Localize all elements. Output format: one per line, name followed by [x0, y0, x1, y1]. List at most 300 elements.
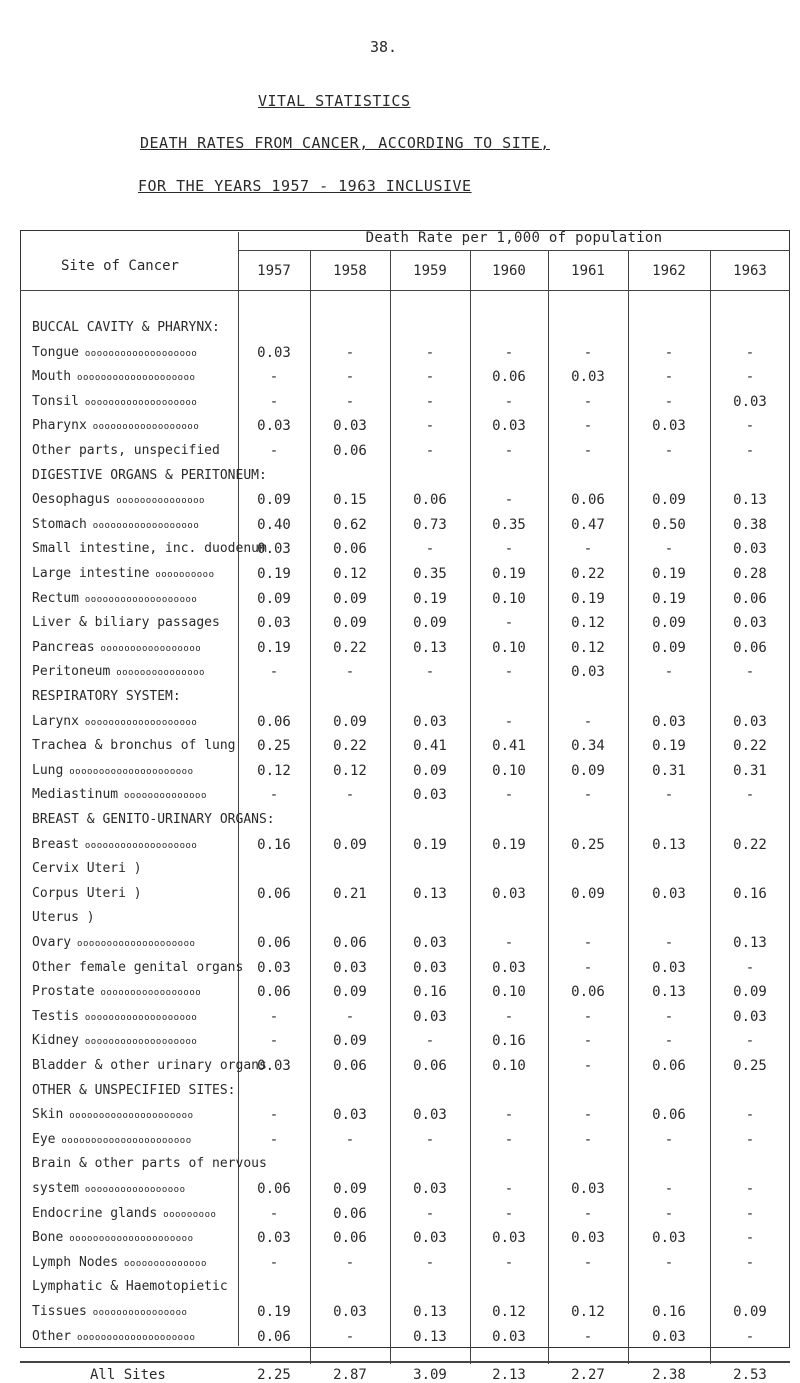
- site-label: Eye oooooooooooooooooooooo: [32, 1131, 192, 1147]
- site-label: Rectum ooooooooooooooooooo: [32, 590, 198, 606]
- year-header-1963: 1963: [733, 263, 767, 279]
- site-label: Uterus ): [32, 910, 95, 926]
- site-label: Trachea & bronchus of lung: [32, 738, 236, 754]
- table-cell: 0.03: [333, 1107, 367, 1124]
- table-cell: -: [345, 1328, 355, 1345]
- table-cell: -: [664, 1131, 674, 1148]
- table-cell: 0.09: [333, 1181, 367, 1197]
- table-cell: -: [345, 1254, 355, 1271]
- section-heading: BUCCAL CAVITY & PHARYNX:: [32, 320, 220, 335]
- year-header-1957: 1957: [257, 263, 291, 279]
- table-cell: -: [425, 1033, 435, 1050]
- site-label: Bone ooooooooooooooooooooo: [32, 1230, 194, 1246]
- table-cell: 0.22: [333, 738, 367, 755]
- total-cell: 2.25: [257, 1367, 291, 1383]
- table-cell: -: [269, 1107, 279, 1124]
- total-cell: 2.27: [571, 1367, 605, 1383]
- table-cell: 0.03: [492, 1328, 526, 1345]
- table-cell: 0.03: [257, 541, 291, 558]
- table-period: FOR THE YEARS 1957 - 1963 INCLUSIVE: [138, 177, 472, 195]
- table-cell: 0.22: [733, 738, 767, 755]
- table-cell: 0.03: [652, 1230, 686, 1247]
- table-cell: 0.06: [733, 590, 767, 607]
- table-cell: 0.19: [257, 639, 291, 656]
- table-cell: -: [504, 664, 514, 681]
- site-label: Tissues oooooooooooooooo: [32, 1304, 188, 1319]
- table-cell: 0.22: [333, 639, 367, 656]
- table-cell: 0.03: [413, 1230, 447, 1247]
- table-cell: -: [664, 393, 674, 410]
- page-number: 38.: [370, 38, 398, 56]
- total-cell: 2.53: [733, 1367, 767, 1383]
- year-header-1961: 1961: [571, 263, 605, 279]
- table-cell: 0.15: [333, 492, 367, 509]
- table-cell: 0.19: [257, 1304, 291, 1320]
- table-cell: 0.03: [413, 935, 447, 951]
- table-cell: 0.41: [492, 738, 526, 755]
- site-label: Lymph Nodes oooooooooooooo: [32, 1254, 207, 1270]
- leader-dots: oooooooooooooooooooo: [71, 1332, 196, 1343]
- table-cell: 0.09: [413, 762, 447, 779]
- section-heading: RESPIRATORY SYSTEM:: [32, 689, 181, 704]
- table-cell: 0.06: [571, 984, 605, 1001]
- table-cell: -: [664, 664, 674, 681]
- table-cell: -: [504, 1107, 514, 1124]
- table-cell: -: [745, 369, 755, 386]
- table-cell: -: [745, 1230, 755, 1247]
- table-cell: -: [504, 1181, 514, 1197]
- table-cell: 0.10: [492, 639, 526, 656]
- table-cell: -: [745, 418, 755, 435]
- table-cell: 0.06: [652, 1107, 686, 1124]
- table-cell: -: [269, 1033, 279, 1050]
- table-cell: -: [345, 393, 355, 410]
- leader-dots: oooooooooooooo: [118, 791, 207, 802]
- table-cell: 0.03: [333, 418, 367, 435]
- table-cell: 0.03: [652, 1328, 686, 1345]
- site-label: Other female genital organs: [32, 959, 244, 975]
- table-cell: 0.41: [413, 738, 447, 755]
- table-cell: 0.38: [733, 516, 767, 533]
- column-divider: [628, 250, 629, 1364]
- table-cell: -: [745, 1107, 755, 1124]
- column-divider: [390, 250, 391, 1364]
- table-cell: -: [664, 369, 674, 386]
- table-cell: 0.16: [733, 885, 767, 902]
- table-cell: 0.03: [413, 787, 447, 804]
- table-cell: 0.09: [333, 615, 367, 632]
- page-title: VITAL STATISTICS: [258, 92, 411, 110]
- table-cell: 0.22: [733, 836, 767, 853]
- site-label: Corpus Uteri ): [32, 885, 142, 901]
- table-cell: 0.25: [733, 1058, 767, 1074]
- table-cell: -: [664, 935, 674, 951]
- site-label: Mouth oooooooooooooooooooo: [32, 369, 196, 385]
- table-cell: -: [504, 615, 514, 632]
- table-cell: 0.31: [733, 762, 767, 779]
- site-label: Small intestine, inc. duodenum: [32, 541, 267, 557]
- leader-dots: ooooooooooooooooooooo: [63, 766, 194, 777]
- table-cell: 0.12: [257, 762, 291, 779]
- site-label: Tongue ooooooooooooooooooo: [32, 344, 198, 360]
- table-cell: 0.09: [333, 590, 367, 607]
- table-cell: 0.62: [333, 516, 367, 533]
- table-cell: -: [269, 393, 279, 410]
- site-label: Other parts, unspecified: [32, 443, 220, 458]
- site-label: Bladder & other urinary organs: [32, 1058, 267, 1073]
- table-cell: 0.12: [492, 1304, 526, 1320]
- site-column-header: Site of Cancer: [60, 258, 179, 274]
- table-cell: -: [504, 344, 514, 361]
- table-cell: -: [745, 1181, 755, 1197]
- table-cell: -: [269, 1205, 279, 1222]
- table-cell: -: [664, 1205, 674, 1222]
- table-cell: -: [345, 787, 355, 804]
- table-cell: 0.06: [333, 935, 367, 951]
- table-cell: 0.09: [652, 639, 686, 656]
- table-cell: -: [269, 1131, 279, 1148]
- site-label: Testis ooooooooooooooooooo: [32, 1008, 198, 1024]
- table-cell: -: [745, 1131, 755, 1148]
- table-cell: -: [345, 1008, 355, 1025]
- table-cell: 0.19: [652, 590, 686, 607]
- table-cell: 0.12: [333, 566, 367, 582]
- table-cell: 0.03: [257, 615, 291, 632]
- table-cell: 0.09: [333, 1033, 367, 1050]
- table-cell: -: [664, 1254, 674, 1271]
- site-label: Endocrine glands ooooooooo: [32, 1205, 217, 1221]
- table-cell: 0.03: [413, 713, 447, 730]
- table-cell: -: [269, 787, 279, 804]
- table-cell: 0.06: [333, 443, 367, 459]
- table-cell: 0.06: [733, 639, 767, 656]
- table-cell: 0.03: [333, 959, 367, 976]
- column-divider: [310, 250, 311, 1364]
- table-cell: -: [583, 1328, 593, 1345]
- column-divider: [710, 250, 711, 1364]
- table-cell: 0.35: [413, 566, 447, 582]
- table-cell: -: [504, 443, 514, 459]
- table-cell: -: [745, 787, 755, 804]
- table-cell: 0.09: [652, 492, 686, 509]
- table-cell: 0.16: [492, 1033, 526, 1050]
- table-cell: -: [504, 541, 514, 558]
- table-cell: 0.09: [571, 885, 605, 902]
- table-cell: 0.03: [413, 1008, 447, 1025]
- table-cell: 0.06: [257, 984, 291, 1001]
- table-cell: -: [425, 369, 435, 386]
- site-label: Stomach oooooooooooooooooo: [32, 516, 200, 532]
- total-cell: 2.87: [333, 1367, 367, 1383]
- table-cell: -: [504, 787, 514, 804]
- table-cell: -: [583, 1008, 593, 1025]
- table-cell: 0.16: [257, 836, 291, 853]
- total-label: All Sites: [90, 1367, 166, 1383]
- table-cell: -: [425, 541, 435, 558]
- year-header-1962: 1962: [652, 263, 686, 279]
- table-cell: -: [504, 935, 514, 951]
- table-cell: 0.40: [257, 516, 291, 533]
- leader-dots: ooooooooooooooooooo: [78, 840, 198, 851]
- leader-dots: ooooooooooooooooo: [94, 988, 202, 999]
- table-cell: -: [583, 1205, 593, 1222]
- table-cell: -: [583, 713, 593, 730]
- table-cell: 0.06: [413, 492, 447, 509]
- column-divider: [470, 250, 471, 1364]
- table-cell: -: [583, 1033, 593, 1050]
- site-label: Breast ooooooooooooooooooo: [32, 836, 198, 852]
- total-cell: 3.09: [413, 1367, 447, 1383]
- table-cell: -: [345, 664, 355, 681]
- table-cell: 0.31: [652, 762, 686, 779]
- leader-dots: oooooooooooooo: [118, 1258, 207, 1269]
- table-cell: -: [583, 1058, 593, 1074]
- table-cell: 0.16: [413, 984, 447, 1001]
- table-cell: 0.13: [652, 836, 686, 853]
- table-cell: -: [504, 1131, 514, 1148]
- table-cell: 0.12: [333, 762, 367, 779]
- table-cell: -: [745, 664, 755, 681]
- table-cell: 0.19: [492, 566, 526, 582]
- table-cell: 0.28: [733, 566, 767, 582]
- year-header-rule: [238, 250, 790, 251]
- table-cell: -: [745, 1033, 755, 1050]
- table-cell: -: [583, 1254, 593, 1271]
- table-cell: -: [583, 959, 593, 976]
- table-cell: 0.47: [571, 516, 605, 533]
- table-cell: 0.06: [257, 885, 291, 902]
- table-cell: 0.03: [571, 369, 605, 386]
- table-cell: 0.03: [257, 344, 291, 361]
- table-cell: -: [425, 443, 435, 459]
- site-label: Larynx ooooooooooooooooooo: [32, 713, 198, 729]
- table-cell: -: [269, 664, 279, 681]
- table-cell: -: [269, 1008, 279, 1025]
- site-label: Kidney ooooooooooooooooooo: [32, 1033, 198, 1049]
- site-label: Brain & other parts of nervous: [32, 1156, 267, 1172]
- table-cell: -: [745, 443, 755, 459]
- table-cell: 0.13: [413, 885, 447, 902]
- table-cell: 0.03: [652, 713, 686, 730]
- table-cell: 0.03: [413, 959, 447, 976]
- table-cell: -: [583, 1107, 593, 1124]
- table-cell: 0.12: [571, 615, 605, 632]
- table-cell: 0.16: [652, 1304, 686, 1320]
- site-label: Oesophagus ooooooooooooooo: [32, 492, 205, 508]
- table-cell: 0.25: [571, 836, 605, 853]
- table-cell: 0.06: [571, 492, 605, 509]
- site-label: system ooooooooooooooooo: [32, 1181, 186, 1196]
- table-cell: 0.09: [652, 615, 686, 632]
- table-cell: 0.50: [652, 516, 686, 533]
- table-cell: 0.34: [571, 738, 605, 755]
- table-subtitle: DEATH RATES FROM CANCER, ACCORDING TO SITE,: [140, 134, 550, 152]
- leader-dots: ooooooooooooooooooo: [78, 1037, 198, 1048]
- table-cell: 0.06: [257, 935, 291, 951]
- leader-dots: oooooooooooooooooo: [86, 422, 200, 433]
- leader-dots: ooooooooooooooooooooo: [63, 1234, 194, 1245]
- table-cell: 0.10: [492, 590, 526, 607]
- table-cell: -: [504, 1008, 514, 1025]
- table-cell: -: [504, 1205, 514, 1222]
- table-cell: 0.09: [257, 590, 291, 607]
- table-cell: 0.03: [733, 713, 767, 730]
- leader-dots: ooooooooooooooooo: [78, 1185, 186, 1195]
- table-cell: -: [583, 787, 593, 804]
- table-cell: 0.13: [733, 492, 767, 509]
- table-cell: 0.06: [257, 713, 291, 730]
- leader-dots: ooooooooooooooooooooo: [63, 1111, 194, 1122]
- table-cell: -: [583, 1131, 593, 1148]
- table-cell: 0.03: [257, 1230, 291, 1247]
- table-cell: 0.09: [733, 984, 767, 1001]
- table-cell: -: [745, 1254, 755, 1271]
- total-cell: 2.38: [652, 1367, 686, 1383]
- table-cell: 0.06: [492, 369, 526, 386]
- table-cell: -: [745, 1205, 755, 1222]
- table-cell: -: [664, 787, 674, 804]
- leader-dots: ooooooooo: [157, 1209, 217, 1220]
- site-label: Pharynx oooooooooooooooooo: [32, 418, 200, 434]
- site-label: Cervix Uteri ): [32, 861, 142, 877]
- leader-dots: ooooooooooooooo: [110, 496, 205, 507]
- table-cell: 0.03: [333, 1304, 367, 1320]
- table-cell: 0.09: [413, 615, 447, 632]
- table-cell: 0.03: [571, 1230, 605, 1247]
- table-cell: -: [583, 935, 593, 951]
- table-cell: -: [664, 541, 674, 558]
- table-cell: 0.13: [652, 984, 686, 1001]
- table-cell: 0.13: [413, 1328, 447, 1345]
- leader-dots: oooooooooooooooooooooo: [55, 1135, 192, 1146]
- table-cell: -: [345, 369, 355, 386]
- table-cell: 0.03: [733, 541, 767, 558]
- table-cell: -: [664, 1181, 674, 1197]
- year-header-1960: 1960: [492, 263, 526, 279]
- table-cell: 0.03: [492, 959, 526, 976]
- table-cell: 0.73: [413, 516, 447, 533]
- table-cell: 0.09: [733, 1304, 767, 1320]
- table-cell: 0.22: [571, 566, 605, 582]
- table-cell: 0.03: [571, 1181, 605, 1197]
- table-cell: -: [745, 344, 755, 361]
- table-cell: 0.03: [733, 393, 767, 410]
- leader-dots: ooooooooooooooo: [110, 668, 205, 679]
- table-cell: 0.03: [257, 959, 291, 976]
- table-cell: 0.19: [257, 566, 291, 582]
- table-cell: -: [269, 443, 279, 459]
- total-cell: 2.13: [492, 1367, 526, 1383]
- year-header-1958: 1958: [333, 263, 367, 279]
- table-cell: 0.03: [492, 1230, 526, 1247]
- table-cell: -: [583, 541, 593, 558]
- table-cell: 0.03: [733, 1008, 767, 1025]
- table-cell: 0.03: [257, 1058, 291, 1074]
- table-cell: -: [345, 344, 355, 361]
- table-cell: 0.03: [652, 885, 686, 902]
- table-cell: -: [425, 1131, 435, 1148]
- table-cell: 0.12: [571, 639, 605, 656]
- table-cell: -: [425, 344, 435, 361]
- table-cell: 0.06: [333, 1058, 367, 1074]
- site-label: Tonsil ooooooooooooooooooo: [32, 393, 198, 409]
- table-cell: 0.10: [492, 1058, 526, 1074]
- column-divider: [548, 250, 549, 1364]
- table-cell: 0.19: [652, 566, 686, 582]
- table-cell: 0.06: [333, 541, 367, 558]
- site-label: Prostate ooooooooooooooooo: [32, 984, 202, 1000]
- table-cell: 0.03: [413, 1107, 447, 1124]
- section-heading: BREAST & GENITO-URINARY ORGANS:: [32, 812, 275, 827]
- table-cell: 0.10: [492, 762, 526, 779]
- site-label: Mediastinum oooooooooooooo: [32, 787, 207, 803]
- leader-dots: ooooooooooooooooo: [94, 643, 202, 654]
- header-rule: [20, 290, 790, 291]
- table-cell: 0.06: [257, 1181, 291, 1197]
- leader-dots: ooooooooooooooooooo: [78, 594, 198, 605]
- table-cell: 0.03: [257, 418, 291, 435]
- leader-dots: ooooooooooooooooooo: [78, 717, 198, 728]
- table-cell: -: [583, 344, 593, 361]
- site-label: Other oooooooooooooooooooo: [32, 1328, 196, 1344]
- table-cell: 0.19: [413, 836, 447, 853]
- table-cell: -: [504, 393, 514, 410]
- table-cell: 0.09: [571, 762, 605, 779]
- table-cell: -: [425, 393, 435, 410]
- table-cell: 0.06: [257, 1328, 291, 1345]
- site-label: Ovary oooooooooooooooooooo: [32, 935, 196, 950]
- table-cell: 0.03: [733, 615, 767, 632]
- site-label: Lung ooooooooooooooooooooo: [32, 762, 194, 778]
- table-cell: 0.21: [333, 885, 367, 902]
- section-heading: DIGESTIVE ORGANS & PERITONEUM:: [32, 467, 267, 483]
- table-cell: 0.06: [333, 1205, 367, 1222]
- section-heading: OTHER & UNSPECIFIED SITES:: [32, 1082, 236, 1098]
- table-cell: 0.13: [413, 639, 447, 656]
- table-cell: 0.03: [652, 959, 686, 976]
- table-cell: 0.25: [257, 738, 291, 755]
- site-label: Lymphatic & Haemotopietic: [32, 1279, 228, 1295]
- site-label: Peritoneum ooooooooooooooo: [32, 664, 205, 680]
- table-cell: 0.12: [571, 1304, 605, 1320]
- table-cell: 0.06: [333, 1230, 367, 1247]
- table-cell: 0.03: [413, 1181, 447, 1197]
- table-cell: 0.09: [333, 984, 367, 1001]
- table-cell: -: [583, 418, 593, 435]
- table-cell: -: [504, 713, 514, 730]
- table-cell: 0.19: [571, 590, 605, 607]
- leader-dots: oooooooooo: [149, 570, 215, 580]
- table-cell: -: [504, 1254, 514, 1271]
- table-cell: 0.19: [492, 836, 526, 853]
- total-rule: [20, 1361, 790, 1363]
- table-cell: 0.19: [413, 590, 447, 607]
- table-cell: -: [745, 959, 755, 976]
- table-cell: -: [745, 1328, 755, 1345]
- table-cell: -: [504, 492, 514, 509]
- site-label: Skin ooooooooooooooooooooo: [32, 1107, 194, 1123]
- table-cell: 0.03: [571, 664, 605, 681]
- table-cell: 0.09: [257, 492, 291, 509]
- site-label: Pancreas ooooooooooooooooo: [32, 639, 202, 655]
- table-cell: 0.13: [413, 1304, 447, 1320]
- table-cell: 0.09: [333, 836, 367, 853]
- table-cell: 0.06: [413, 1058, 447, 1074]
- leader-dots: ooooooooooooooooooo: [78, 397, 198, 408]
- table-cell: -: [664, 1033, 674, 1050]
- site-label: Liver & biliary passages: [32, 615, 220, 631]
- table-cell: 0.06: [652, 1058, 686, 1074]
